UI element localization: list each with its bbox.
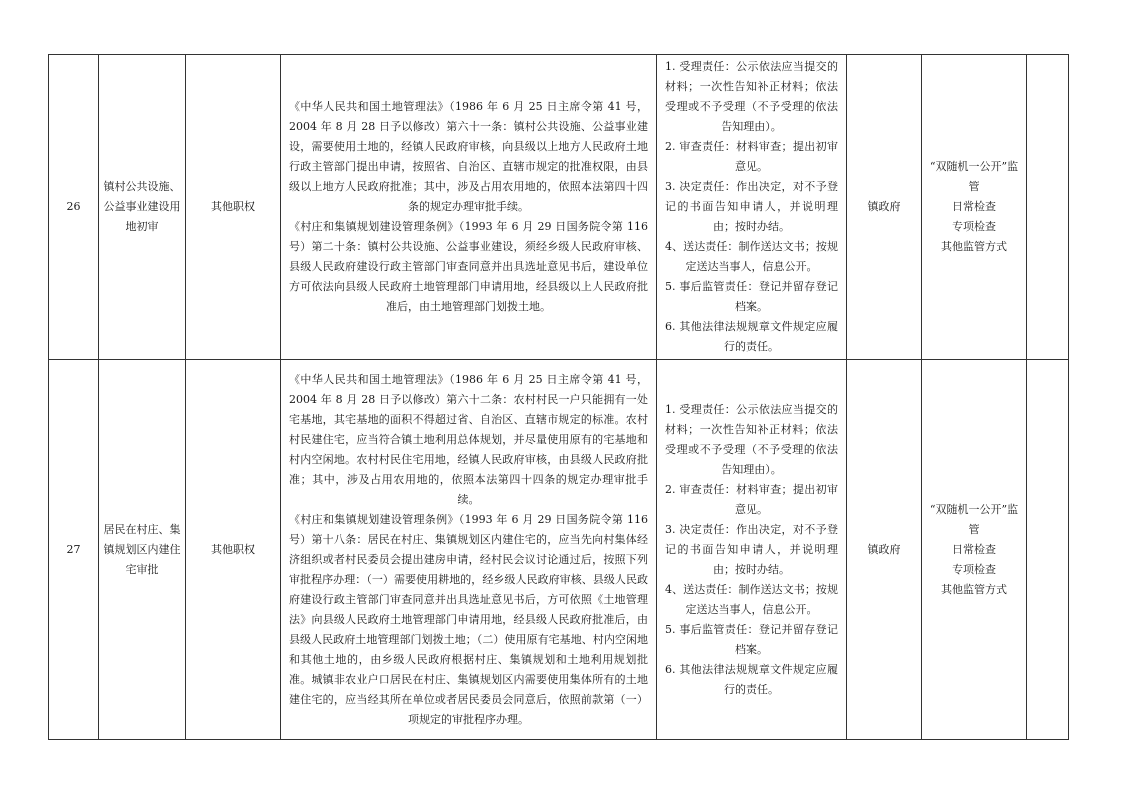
legal-basis-paragraph: 《中华人民共和国土地管理法》（1986 年 6 月 25 日主席令第 41 号，2004 年 8 月 28 日予以修改）第六十二条：农村村民一户只能拥有一处宅基地，其宅基地的面积不得超过省、自治区、直辖市规定的标准。农村村民建住宅，应当符合镇土地利用总体规划，并尽量使用原有的宅基地和村内空闲地。农村村民住宅用地，经镇人民政府审核，由县级人民政府批准；其中，涉及占用农用地的，依照本法第四十四条的规定办理审批手续。 [289, 372, 648, 506]
supervision-methods [922, 360, 1027, 740]
supervision-item: 专项检查 [952, 562, 996, 576]
supervision-methods [922, 55, 1027, 360]
responsibilities [657, 360, 847, 740]
responsibility-item: 4、送达责任：制作送达文书；按规定送达当事人，信息公开。 [665, 240, 838, 273]
responsibility-item: 6. 其他法律法规规章文件规定应履行的责任。 [665, 662, 838, 696]
item-name: 居民在村庄、集镇规划区内建住宅审批 [99, 360, 186, 740]
responsibility-item: 3. 决定责任：作出决定，对不予登记的书面告知申请人，并说明理由；按时办结。 [665, 522, 838, 576]
remarks [1027, 55, 1069, 360]
responsible-subject: 镇政府 [847, 55, 922, 360]
power-type: 其他职权 [186, 55, 281, 360]
responsibility-item: 5. 事后监管责任：登记并留存登记档案。 [665, 280, 838, 313]
item-number: 26 [49, 55, 99, 360]
supervision-item: 日常检查 [952, 200, 996, 213]
responsibility-item: 1. 受理责任：公示依法应当提交的材料；一次性告知补正材料；依法受理或不予受理（不予受理的依法告知理由）。 [665, 402, 838, 476]
supervision-item: 专项检查 [952, 220, 996, 233]
responsibility-item: 2. 审查责任：材料审查；提出初审意见。 [665, 140, 838, 173]
remarks [1027, 360, 1069, 740]
powers-table [48, 54, 1069, 740]
supervision-item: 日常检查 [952, 542, 996, 556]
responsibility-item: 4、送达责任：制作送达文书；按规定送达当事人，信息公开。 [665, 582, 838, 616]
legal-basis-paragraph: 《村庄和集镇规划建设管理条例》（1993 年 6 月 29 日国务院令第 116 号）第二十条：镇村公共设施、公益事业建设，须经乡级人民政府审核、县级人民政府建设行政主管部门审查同意并出具选址意见书后，建设单位方可依法向县级人民政府土地管理部门申请用地，经县级以上人民政府批准后，由土地管理部门划拨土地。 [289, 220, 648, 313]
supervision-item: “双随机一公开”监管 [929, 160, 1019, 193]
responsibilities [657, 55, 847, 360]
legal-basis [281, 360, 657, 740]
supervision-item: “双随机一公开”监管 [929, 502, 1019, 536]
responsibility-item: 3. 决定责任：作出决定，对不予登记的书面告知申请人，并说明理由；按时办结。 [665, 180, 838, 233]
responsibility-item: 6. 其他法律法规规章文件规定应履行的责任。 [665, 320, 838, 353]
responsible-subject: 镇政府 [847, 360, 922, 740]
supervision-item: 其他监管方式 [941, 240, 1007, 253]
table-row [49, 55, 1069, 360]
responsibility-item: 1. 受理责任：公示依法应当提交的材料；一次性告知补正材料；依法受理或不予受理（不予受理的依法告知理由）。 [665, 60, 838, 133]
item-name: 镇村公共设施、公益事业建设用地初审 [99, 55, 186, 360]
table-row [49, 360, 1069, 740]
legal-basis [281, 55, 657, 360]
legal-basis-paragraph: 《村庄和集镇规划建设管理条例》（1993 年 6 月 29 日国务院令第 116 号）第十八条：居民在村庄、集镇规划区内建住宅的，应当先向村集体经济组织或者村民委员会提出建房申请，经村民会议讨论通过后，按照下列审批程序办理：（一）需要使用耕地的，经乡级人民政府审核、县级人民政府建设行政主管部门审查同意并出具选址意见书后，方可依照《土地管理法》向县级人民政府土地管理部门申请用地，经县级人民政府批准后，由县级人民政府土地管理部门划拨土地；（二）使用原有宅基地、村内空闲地和其他土地的，由乡级人民政府根据村庄、集镇规划和土地利用规划批准。城镇非农业户口居民在村庄、集镇规划区内需要使用集体所有的土地建住宅的，应当经其所在单位或者居民委员会同意后，依照前款第（一）项规定的审批程序办理。 [289, 512, 648, 726]
supervision-item: 其他监管方式 [941, 582, 1007, 596]
power-type: 其他职权 [186, 360, 281, 740]
responsibility-item: 2. 审查责任：材料审查；提出初审意见。 [665, 482, 838, 516]
responsibility-item: 5. 事后监管责任：登记并留存登记档案。 [665, 622, 838, 656]
item-number: 27 [49, 360, 99, 740]
legal-basis-paragraph: 《中华人民共和国土地管理法》（1986 年 6 月 25 日主席令第 41 号，2004 年 8 月 28 日予以修改）第六十一条：镇村公共设施、公益事业建设，需要使用土地的，经镇人民政府审核，向县级以上地方人民政府土地行政主管部门提出申请，按照省、自治区、直辖市规定的批准权限，由县级以上地方人民政府批准；其中，涉及占用农用地的，依照本法第四十四条的规定办理审批手续。 [289, 100, 648, 213]
